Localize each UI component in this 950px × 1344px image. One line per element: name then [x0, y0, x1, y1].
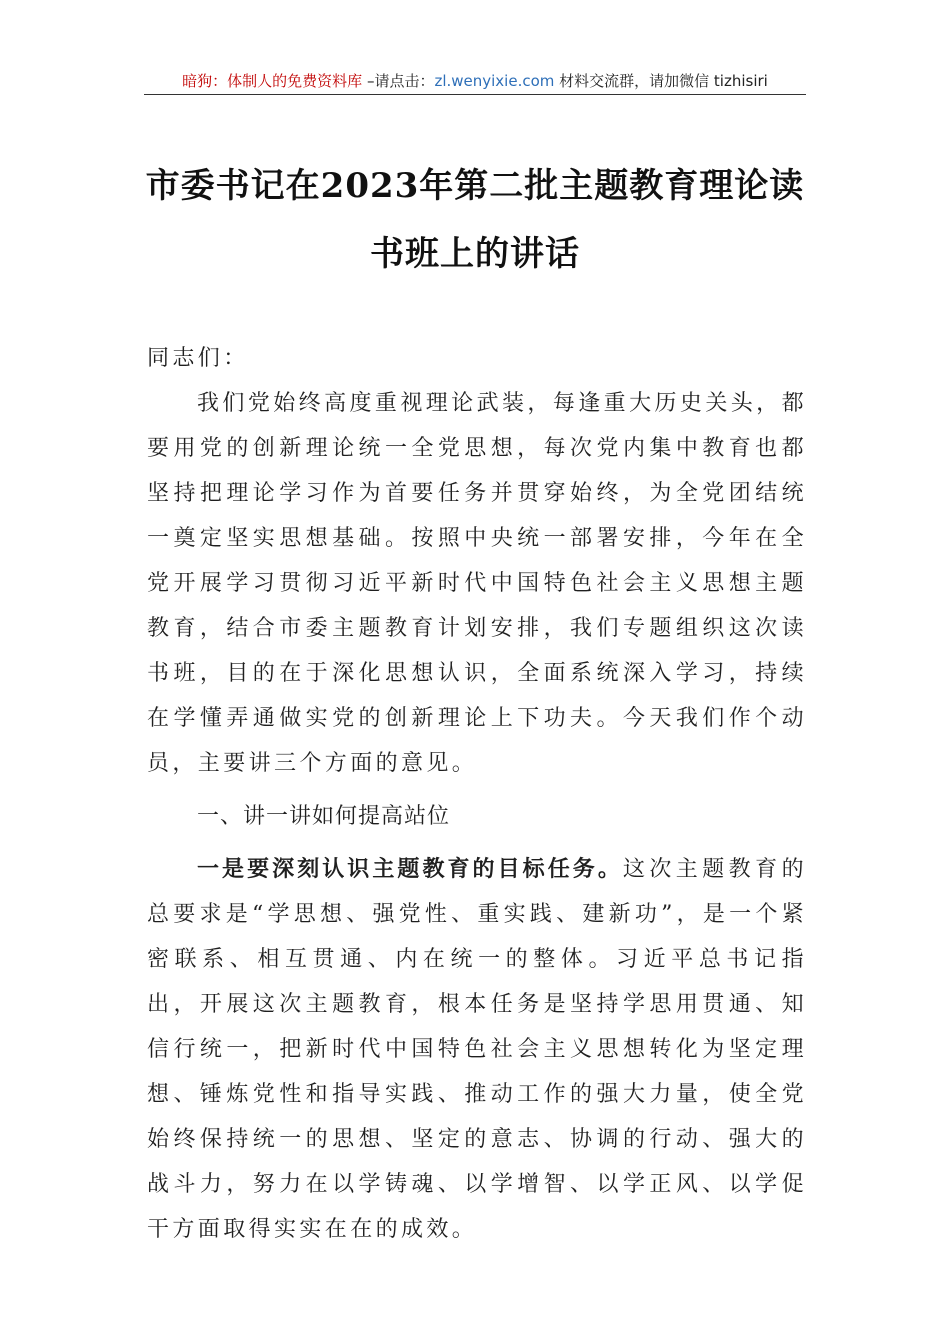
page-header: [144, 68, 806, 95]
point-1-text: 这次主题教育的总要求是“学思想、强党性、重实践、建新功”，是一个紧密联系、相互贯通、内在统一的整体。习近平总书记指出，开展这次主题教育，根本任务是坚持学思用贯通、知信行统一，把新时代中国特色社会主义思想转化为坚定理想、锤炼党性和指导实践、推动工作的强大力量，使全党始终保持统一的思想、坚定的意志、协调的行动、强大的战斗力，努力在以学铸魂、以学增智、以学正风、以学促干方面取得实实在在的成效。: [147, 857, 807, 1242]
header-contact: 材料交流群，请加微信 tizhisiri: [554, 72, 768, 90]
header-link-prefix: –请点击：: [362, 72, 435, 90]
section-heading-1: 一、讲一讲如何提高站位: [197, 804, 451, 829]
paragraph-point-1: [147, 847, 807, 1252]
document-title-line-1: 市委书记在2023年第二批主题教育理论读: [145, 166, 805, 206]
paragraph-intro: 我们党始终高度重视理论武装，每逢重大历史关头，都要用党的创新理论统一全党思想，每次党内集中教育也都坚持把理论学习作为首要任务并贯穿始终，为全党团结统一奠定坚实思想基础。按照中央统一部署安排，今年在全党开展学习贯彻习近平新时代中国特色社会主义思想主题教育，结合市委主题教育计划安排，我们专题组织这次读书班，目的在于深化思想认识，全面系统深入学习，持续在学懂弄通做实党的创新理论上下功夫。今天我们作个动员，主要讲三个方面的意见。: [147, 391, 807, 776]
header-brand: 暗狗：体制人的免费资料库: [182, 72, 363, 90]
document-title-line-2: 书班上的讲话: [370, 234, 580, 274]
point-1-lead: 一是要深刻认识主题教育的目标任务。: [197, 857, 623, 882]
header-url-link[interactable]: zl.wenyixie.com: [434, 72, 555, 90]
salutation: 同志们：: [147, 346, 249, 371]
document-body: [147, 336, 807, 1252]
